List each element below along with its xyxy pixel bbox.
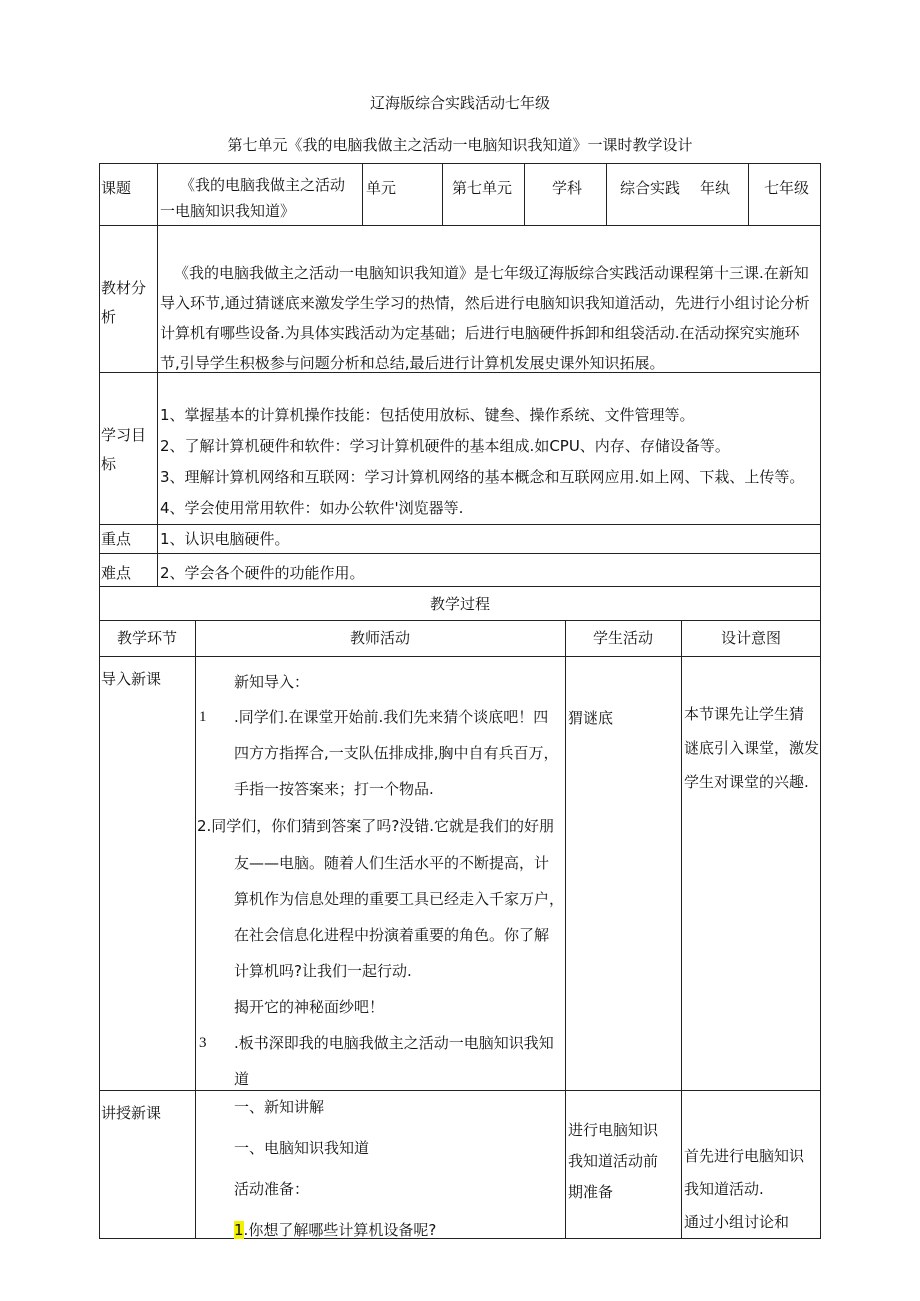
grade-label: 年纨 xyxy=(700,179,731,197)
lecture-intent-line: 通过小组讨论和 xyxy=(684,1213,790,1231)
intro-p2-line: 计算机吗?让我们一起行动. xyxy=(234,962,412,980)
intro-intent-line: 谜底引入课堂，激发 xyxy=(684,739,820,757)
subject-value: 综合实践 xyxy=(620,179,681,197)
objectives-list xyxy=(160,400,820,524)
subject-label: 学科 xyxy=(552,179,583,197)
key-point-value: 1、认识电脑硬件。 xyxy=(160,530,290,548)
objective-item: 4、学会使用常用软件：如办公软件'浏览器等. xyxy=(160,499,464,517)
difficulty-label: 难点 xyxy=(101,564,132,582)
lecture-stage: 讲授新课 xyxy=(101,1104,162,1122)
key-point-label: 重点 xyxy=(101,530,132,548)
analysis-label-2: 析 xyxy=(101,308,117,326)
intro-p1-line: .同学们.在课堂开始前.我们先来猜个谈底吧！四 xyxy=(234,708,549,726)
analysis-text xyxy=(160,258,820,378)
lecture-student-line: 期准备 xyxy=(568,1183,614,1201)
lecture-line: 一、电脑知识我知道 xyxy=(234,1139,370,1157)
analysis-label-1: 教材分 xyxy=(101,279,147,297)
objectives-label-1: 学习目 xyxy=(101,426,147,444)
analysis-line: 计算机有哪些设备.为具体实践活动为定基础；后进行电脑硬件拆卸和组袋活动.在活动探究实施环 xyxy=(160,324,800,342)
intro-p2-line: 友——电脑。随着人们生活水平的不断提高，计 xyxy=(234,854,550,872)
intro-p2-line: 揭开它的神秘面纱吧！ xyxy=(234,998,385,1016)
difficulty-value: 2、学会各个硬件的功能作用。 xyxy=(160,564,365,582)
col-teacher-header: 教师活动 xyxy=(349,629,410,647)
highlighted-number: 1 xyxy=(234,1221,244,1239)
grade-value: 七年级 xyxy=(764,179,810,197)
objective-item: 3、理解计算机网络和互联网：学习计算机网络的基本概念和互联网应用.如上网、下栽、上传等。 xyxy=(160,468,805,486)
col-intent-header: 设计意图 xyxy=(720,629,781,647)
lecture-intent-line: 首先进行电脑知识 xyxy=(684,1147,805,1165)
lecture-line: 活动准备： xyxy=(234,1180,310,1198)
document-title: 辽海版综合实践活动七年级 xyxy=(369,94,550,112)
intro-intent-line: 学生对课堂的兴趣. xyxy=(684,773,809,791)
lecture-line: 一、新知讲解 xyxy=(234,1098,325,1116)
intro-stage: 导入新课 xyxy=(101,670,162,688)
col-stage-header: 教学环节 xyxy=(116,629,177,647)
intro-intent-line: 本节课先让学生猜 xyxy=(684,705,805,723)
unit-value: 第七单元 xyxy=(452,179,513,197)
lecture-student-activity xyxy=(568,1115,658,1208)
col-student-header: 学生活动 xyxy=(592,629,653,647)
objective-item: 1、掌握基本的计算机操作技能：包括使用放标、键叁、操作系统、文件管理等。 xyxy=(160,406,695,424)
lecture-question-text: .你想了解哪些计算机设备呢? xyxy=(243,1221,437,1239)
topic-line-2: 一电脑知识我知道》 xyxy=(160,202,296,220)
topic-line-1: 《我的电脑我做主之活动 xyxy=(180,176,346,194)
lecture-intent xyxy=(684,1140,804,1239)
intro-num-3: 3 xyxy=(199,1035,207,1051)
lecture-student-line: 进行电脑知识 xyxy=(568,1121,659,1139)
topic-label: 课题 xyxy=(101,179,132,197)
intro-num-1: 1 xyxy=(199,709,207,725)
intro-p2-line: 2.同学们，你们猜到答案了吗?没错.它就是我们的好朋 xyxy=(197,817,555,835)
intro-p3-line: 道 xyxy=(234,1070,250,1088)
analysis-line: 导入环节,通过猜谜底来激发学生学习的热情，然后进行电脑知识我知道活动，先进行小组讨论分析 xyxy=(160,294,810,312)
objectives-label-2: 标 xyxy=(101,455,117,473)
unit-label: 单元 xyxy=(366,179,397,197)
process-heading: 教学过程 xyxy=(429,595,490,613)
objective-item: 2、了解计算机硬件和软件：学习计算机硬件的基本组成.如CPU、内存、存储设备等。 xyxy=(160,437,730,455)
lecture-student-line: 我知道活动前 xyxy=(568,1152,659,1170)
intro-p3-line: .板书深即我的电脑我做主之活动一电脑知识我知 xyxy=(234,1034,554,1052)
analysis-line: 《我的电脑我做主之活动一电脑知识我知道》是七年级辽海版综合实践活动课程第十三课.在新知 xyxy=(174,264,809,282)
intro-student-activity: 猬谜底 xyxy=(568,709,614,727)
document-subtitle: 第七单元《我的电脑我做主之活动一电脑知识我知道》一课时教学设计 xyxy=(227,136,693,154)
analysis-line: 节,引导学生积极参与问题分析和总结,最后进行计算机发展史课外知识拓展。 xyxy=(160,354,665,372)
intro-p2-line: 算机作为信息处理的重要工具已经走入千家万户， xyxy=(234,890,565,908)
lecture-intent-line: 我知道活动. xyxy=(684,1180,764,1198)
intro-intent xyxy=(684,697,819,799)
intro-heading: 新知导入： xyxy=(234,673,310,691)
intro-p1-line: 四方方指挥合,一支队伍排成排,胸中自有兵百万， xyxy=(234,744,559,762)
lecture-question xyxy=(234,1217,436,1243)
intro-p1-line: 手指一按答案来；打一个物品. xyxy=(234,780,434,798)
intro-p2-line: 在社会信息化进程中扮演着重要的角色。你了解 xyxy=(234,926,550,944)
